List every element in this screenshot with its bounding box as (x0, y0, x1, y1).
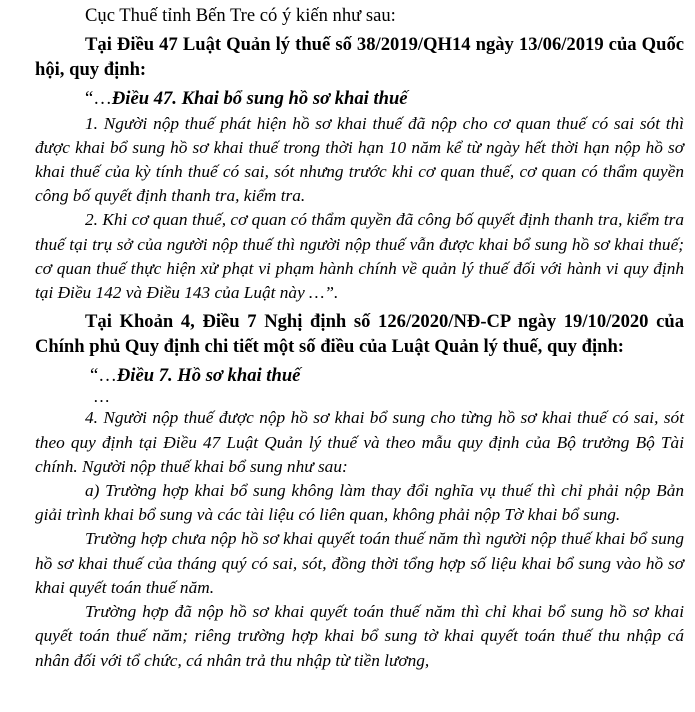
quote-open: “… (90, 365, 117, 387)
article-7-title: Điều 7. Hồ sơ khai thuế (116, 365, 301, 387)
omission-ellipsis: … (93, 387, 110, 407)
article-47-clause-1: 1. Người nộp thuế phát hiện hồ sơ khai thuế đã nộp cho cơ quan thuế có sai sót thì được khai bổ sung hồ sơ khai thuế trong thời hạn 10 năm kể từ ngày hết thời hạn nộp hồ sơ khai thuế của kỳ tính thuế có sai, sót nhưng trước khi cơ quan thuế, cơ quan có thẩm quyền công bố quyết định thanh tra, kiểm tra. (35, 113, 684, 206)
article-47-heading (0, 87, 695, 111)
law-reference-paragraph: Tại Điều 47 Luật Quản lý thuế số 38/2019/QH14 ngày 13/06/2019 của Quốc hội, quy định: (35, 34, 684, 80)
article-7-clause-4-case-1: Trường hợp chưa nộp hồ sơ khai quyết toán thuế năm thì người nộp thuế khai bổ sung hồ sơ khai thuế của tháng quý có sai, sót, đồng thời tổng hợp số liệu khai bổ sung vào hồ sơ khai quyết toán thuế năm. (35, 529, 684, 597)
article-7-clause-4-case-2: Trường hợp đã nộp hồ sơ khai quyết toán thuế năm thì chỉ khai bổ sung hồ sơ khai quyết toán thuế năm; riêng trường hợp khai bổ sung tờ khai quyết toán thuế thu nhập cá nhân đối với tổ chức, cá nhân trả thu nhập từ tiền lương, (35, 602, 684, 670)
article-7-heading (0, 364, 695, 388)
article-47-clause-2: 2. Khi cơ quan thuế, cơ quan có thẩm quyền đã công bố quyết định thanh tra, kiểm tra thuế tại trụ sở của người nộp thuế thì người nộp thuế vẫn được khai bổ sung hồ sơ khai thuế; cơ quan thuế thực hiện xử phạt vi phạm hành chính về quản lý thuế đối với hành vi quy định tại Điều 142 và Điều 143 của Luật này …”. (35, 210, 684, 303)
quote-open: “… (85, 88, 112, 110)
article-47-title: Điều 47. Khai bổ sung hồ sơ khai thuế (111, 88, 408, 110)
intro-paragraph: Cục Thuế tỉnh Bến Tre có ý kiến như sau: (85, 5, 396, 26)
article-7-clause-4a: a) Trường hợp khai bổ sung không làm thay đổi nghĩa vụ thuế thì chỉ phải nộp Bản giải trình khai bổ sung và các tài liệu có liên quan, không phải nộp Tờ khai bổ sung. (35, 481, 684, 525)
article-7-clause-4: 4. Người nộp thuế được nộp hồ sơ khai bổ sung cho từng hồ sơ khai thuế có sai, sót theo quy định tại Điều 47 Luật Quản lý thuế và theo mẫu quy định của Bộ trưởng Bộ Tài chính. Người nộp thuế khai bổ sung như sau: (35, 408, 684, 476)
decree-reference-paragraph: Tại Khoản 4, Điều 7 Nghị định số 126/2020/NĐ-CP ngày 19/10/2020 của Chính phủ Quy định chi tiết một số điều của Luật Quản lý thuế, quy định: (35, 311, 684, 357)
